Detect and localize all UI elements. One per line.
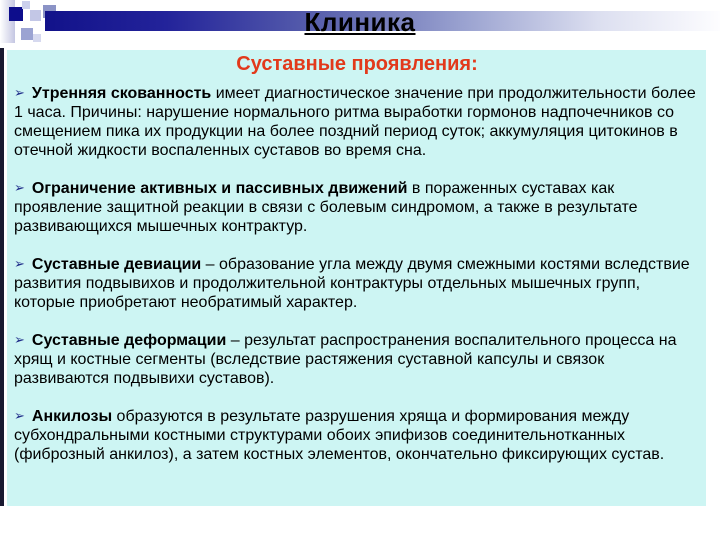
bullet-lead: Суставные девиации xyxy=(31,256,202,273)
bullet-lead: Утренняя скованность xyxy=(31,85,212,102)
bullet-text: образуются в результате разрушения хряща и формирования между субхондральными костными структурами обоих эпифизов соединительнотканных (фиброзный анкилоз), а затем костных элементов, окончательно фиксирующих сустав. xyxy=(14,408,665,463)
bullet-text: имеет диагностическое значение при продолжительности более 1 часа. Причины: нарушение нормального ритма выработки гормонов надпочечников со смещением пика их продукции на более поздний период суток; аккумуляция цитокинов в отечной жидкости воспаленных суставов во время сна. xyxy=(14,85,696,159)
slide-title: Клиника xyxy=(304,7,416,37)
bullet-item xyxy=(14,331,700,388)
bullet-item xyxy=(14,179,700,236)
bullet-arrow-icon: ➢ xyxy=(14,256,25,271)
bullet-lead: Ограничение активных и пассивных движений xyxy=(31,180,408,197)
bullet-item xyxy=(14,84,700,160)
bullet-text: в пораженных суставах как проявление защитной реакции в связи с болевым синдромом, а также в результате развивающихся мышечных контрактур. xyxy=(14,180,638,235)
content-box xyxy=(7,50,706,506)
bullet-text: – образование угла между двумя смежными костями вследствие развития подвывихов и продолжительной контрактуры отдельных мышечных групп, которые приобретают необратимый характер. xyxy=(14,256,690,311)
left-edge-shadow xyxy=(0,48,4,506)
bullet-item xyxy=(14,407,700,464)
bullet-lead: Суставные деформации xyxy=(31,332,227,349)
bullet-arrow-icon: ➢ xyxy=(14,332,25,347)
bullet-arrow-icon: ➢ xyxy=(14,85,25,100)
content-heading: Суставные проявления: xyxy=(236,53,478,75)
bullet-text: – результат распространения воспалительного процесса на хрящ и костные сегменты (вследствие растяжения суставной капсулы и связок развиваются подвывихи суставов). xyxy=(14,332,677,387)
bullet-item xyxy=(14,255,700,312)
bullet-arrow-icon: ➢ xyxy=(14,180,25,195)
bullet-lead: Анкилозы xyxy=(31,408,113,425)
bullet-arrow-icon: ➢ xyxy=(14,408,25,423)
decor-square xyxy=(22,1,30,9)
